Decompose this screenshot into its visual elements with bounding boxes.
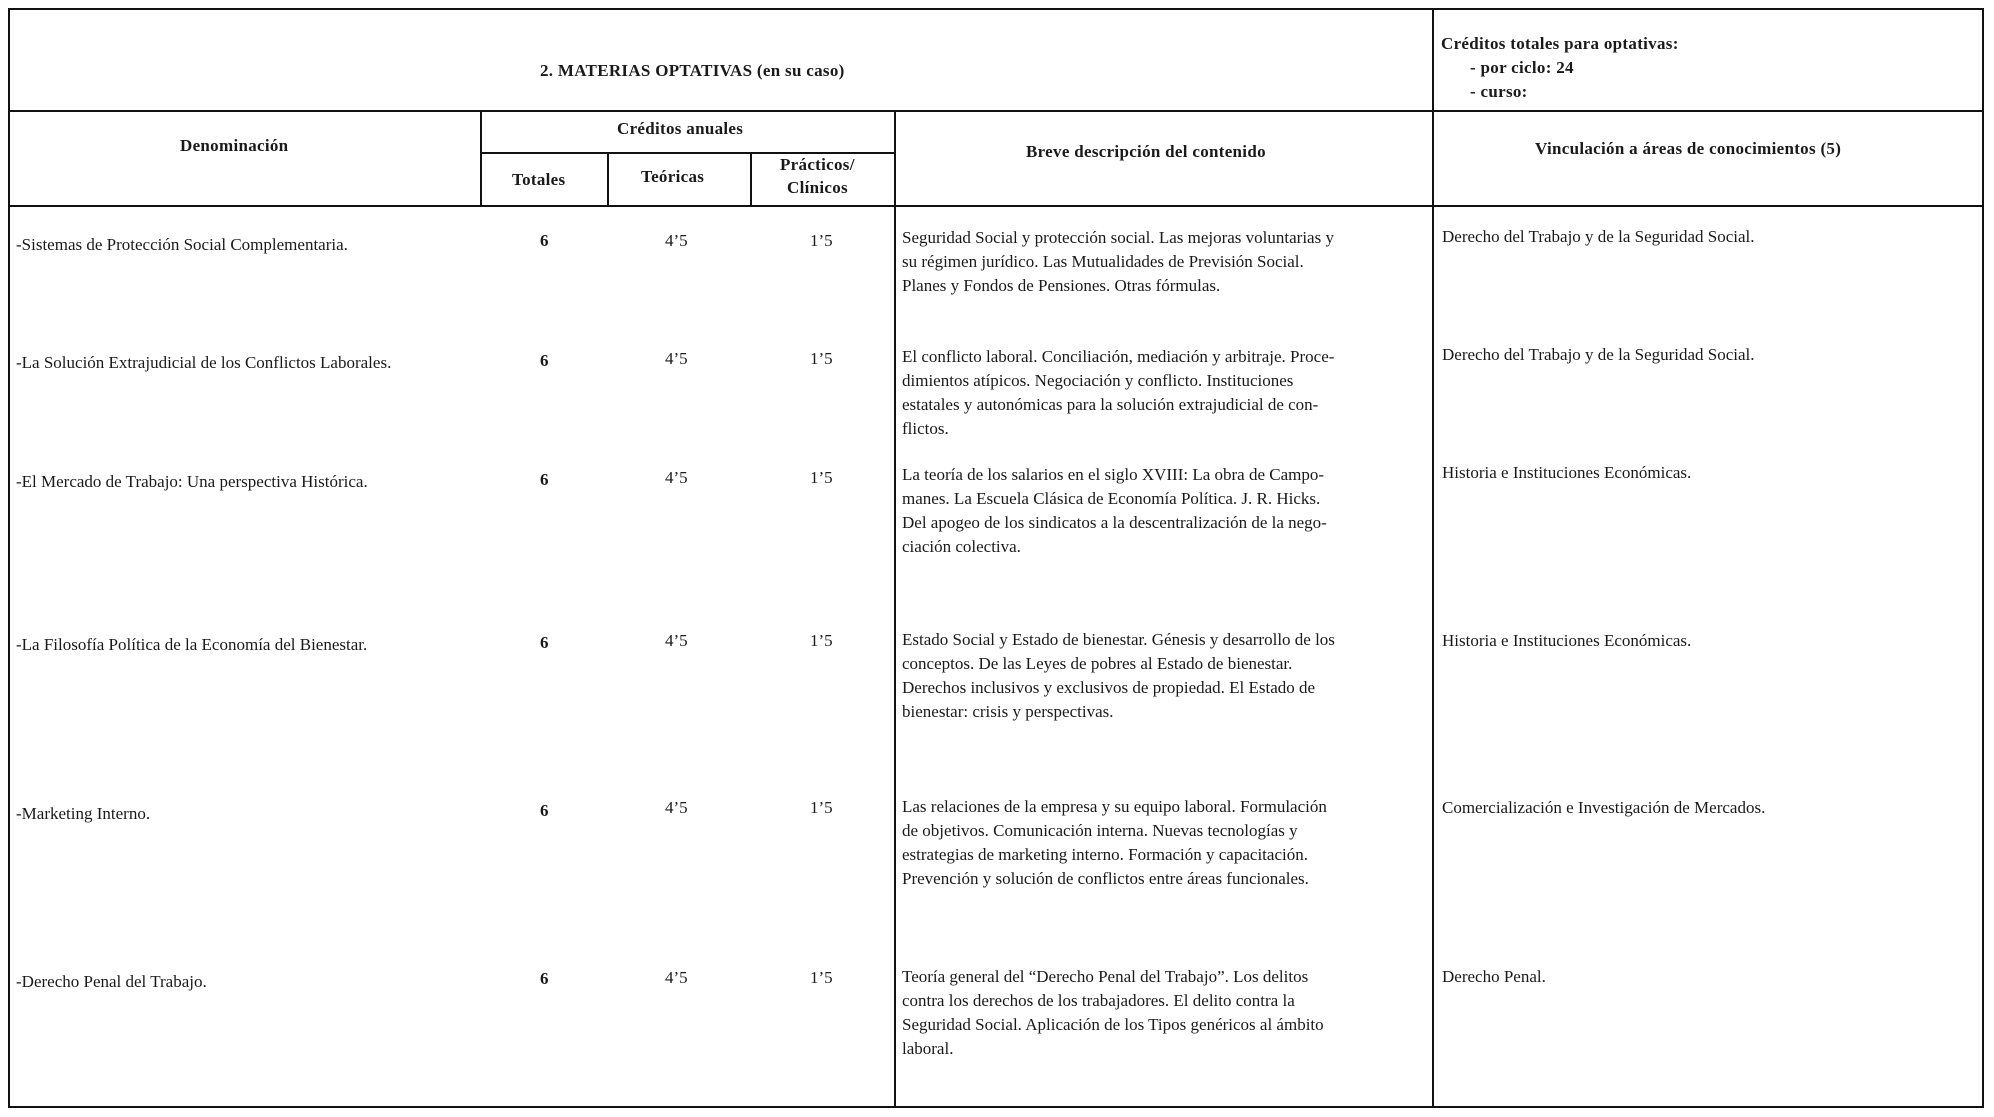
row-descripcion <box>902 795 1422 891</box>
desc-line: bienestar: crisis y perspectivas. <box>902 702 1114 721</box>
row-descripcion <box>902 345 1422 441</box>
row-descripcion <box>902 226 1422 298</box>
row-area: Comercialización e Investigación de Mercados. <box>1442 798 1766 817</box>
col-header-descripcion: Breve descripción del contenido <box>1026 142 1266 161</box>
row-totales: 6 <box>540 801 549 820</box>
row-practicos: 1’5 <box>810 231 833 250</box>
desc-line: Del apogeo de los sindicatos a la descentralización de la nego- <box>902 513 1327 532</box>
desc-line: ciación colectiva. <box>902 537 1021 556</box>
row-totales: 6 <box>540 351 549 370</box>
row-totales: 6 <box>540 470 549 489</box>
desc-line: Estado Social y Estado de bienestar. Génesis y desarrollo de los <box>902 630 1335 649</box>
desc-line: Prevención y solución de conflictos entre áreas funcionales. <box>902 869 1309 888</box>
desc-line: El conflicto laboral. Conciliación, mediación y arbitraje. Proce- <box>902 347 1335 366</box>
desc-line: flictos. <box>902 419 949 438</box>
row-teoricas: 4’5 <box>665 968 688 987</box>
rule-credits-sub <box>480 152 895 154</box>
col-header-denominacion: Denominación <box>180 136 289 155</box>
row-denominacion: -El Mercado de Trabajo: Una perspectiva Histórica. <box>16 472 368 491</box>
col-header-totales: Totales <box>512 170 566 189</box>
desc-line: Las relaciones de la empresa y su equipo laboral. Formulación <box>902 797 1327 816</box>
row-practicos: 1’5 <box>810 468 833 487</box>
rule-col-title-right <box>1432 8 1434 1108</box>
desc-line: Derechos inclusivos y exclusivos de propiedad. El Estado de <box>902 678 1316 697</box>
row-descripcion <box>902 463 1422 559</box>
row-practicos: 1’5 <box>810 968 833 987</box>
row-descripcion <box>902 965 1422 1061</box>
desc-line: laboral. <box>902 1039 954 1058</box>
col-header-clinicos: Clínicos <box>787 178 848 197</box>
desc-line: contra los derechos de los trabajadores. El delito contra la <box>902 991 1295 1010</box>
row-totales: 6 <box>540 231 549 250</box>
rule-title-bottom <box>8 110 1984 112</box>
row-denominacion: -La Solución Extrajudicial de los Conflictos Laborales. <box>16 353 392 372</box>
total-credits-per-cycle: - por ciclo: 24 <box>1470 58 1574 77</box>
rule-col-totales <box>607 152 609 205</box>
row-teoricas: 4’5 <box>665 349 688 368</box>
desc-line: estatales y autonómicas para la solución extrajudicial de con- <box>902 395 1319 414</box>
row-denominacion: -Marketing Interno. <box>16 804 151 823</box>
row-area: Derecho del Trabajo y de la Seguridad Social. <box>1442 345 1755 364</box>
row-totales: 6 <box>540 633 549 652</box>
desc-line: La teoría de los salarios en el siglo XVIII: La obra de Campo- <box>902 465 1325 484</box>
row-totales: 6 <box>540 969 549 988</box>
col-header-vinculacion: Vinculación a áreas de conocimientos (5) <box>1535 139 1842 158</box>
desc-line: Planes y Fondos de Pensiones. Otras fórmulas. <box>902 276 1221 295</box>
desc-line: conceptos. De las Leyes de pobres al Estado de bienestar. <box>902 654 1293 673</box>
row-teoricas: 4’5 <box>665 631 688 650</box>
col-header-teoricas: Teóricas <box>641 167 705 186</box>
row-practicos: 1’5 <box>810 798 833 817</box>
col-header-practicos: Prácticos/ <box>780 155 855 174</box>
row-area: Derecho Penal. <box>1442 967 1546 986</box>
desc-line: Seguridad Social. Aplicación de los Tipos genéricos al ámbito <box>902 1015 1324 1034</box>
row-practicos: 1’5 <box>810 631 833 650</box>
row-denominacion: -Sistemas de Protección Social Complementaria. <box>16 235 348 254</box>
desc-line: de objetivos. Comunicación interna. Nuevas tecnologías y <box>902 821 1298 840</box>
desc-line: Teoría general del “Derecho Penal del Trabajo”. Los delitos <box>902 967 1309 986</box>
rule-col-teoricas <box>750 152 752 205</box>
section-title: 2. MATERIAS OPTATIVAS (en su caso) <box>540 61 845 80</box>
total-credits-per-course: - curso: <box>1470 82 1528 101</box>
desc-line: estrategias de marketing interno. Formación y capacitación. <box>902 845 1308 864</box>
row-denominacion: -La Filosofía Política de la Economía del Bienestar. <box>16 635 368 654</box>
row-practicos: 1’5 <box>810 349 833 368</box>
row-area: Derecho del Trabajo y de la Seguridad Social. <box>1442 227 1755 246</box>
desc-line: manes. La Escuela Clásica de Economía Política. J. R. Hicks. <box>902 489 1321 508</box>
rule-col-practicos <box>894 110 896 1108</box>
desc-line: su régimen jurídico. Las Mutualidades de Previsión Social. <box>902 252 1304 271</box>
desc-line: dimientos atípicos. Negociación y conflicto. Instituciones <box>902 371 1294 390</box>
row-descripcion <box>902 628 1422 724</box>
row-area: Historia e Instituciones Económicas. <box>1442 463 1692 482</box>
row-teoricas: 4’5 <box>665 798 688 817</box>
rule-col-denominacion <box>480 110 482 205</box>
rule-header-bottom <box>8 205 1984 207</box>
row-area: Historia e Instituciones Económicas. <box>1442 631 1692 650</box>
total-credits-heading: Créditos totales para optativas: <box>1441 34 1679 53</box>
row-teoricas: 4’5 <box>665 231 688 250</box>
col-header-creditos-anuales: Créditos anuales <box>617 119 744 138</box>
row-teoricas: 4’5 <box>665 468 688 487</box>
desc-line: Seguridad Social y protección social. Las mejoras voluntarias y <box>902 228 1334 247</box>
row-denominacion: -Derecho Penal del Trabajo. <box>16 972 207 991</box>
